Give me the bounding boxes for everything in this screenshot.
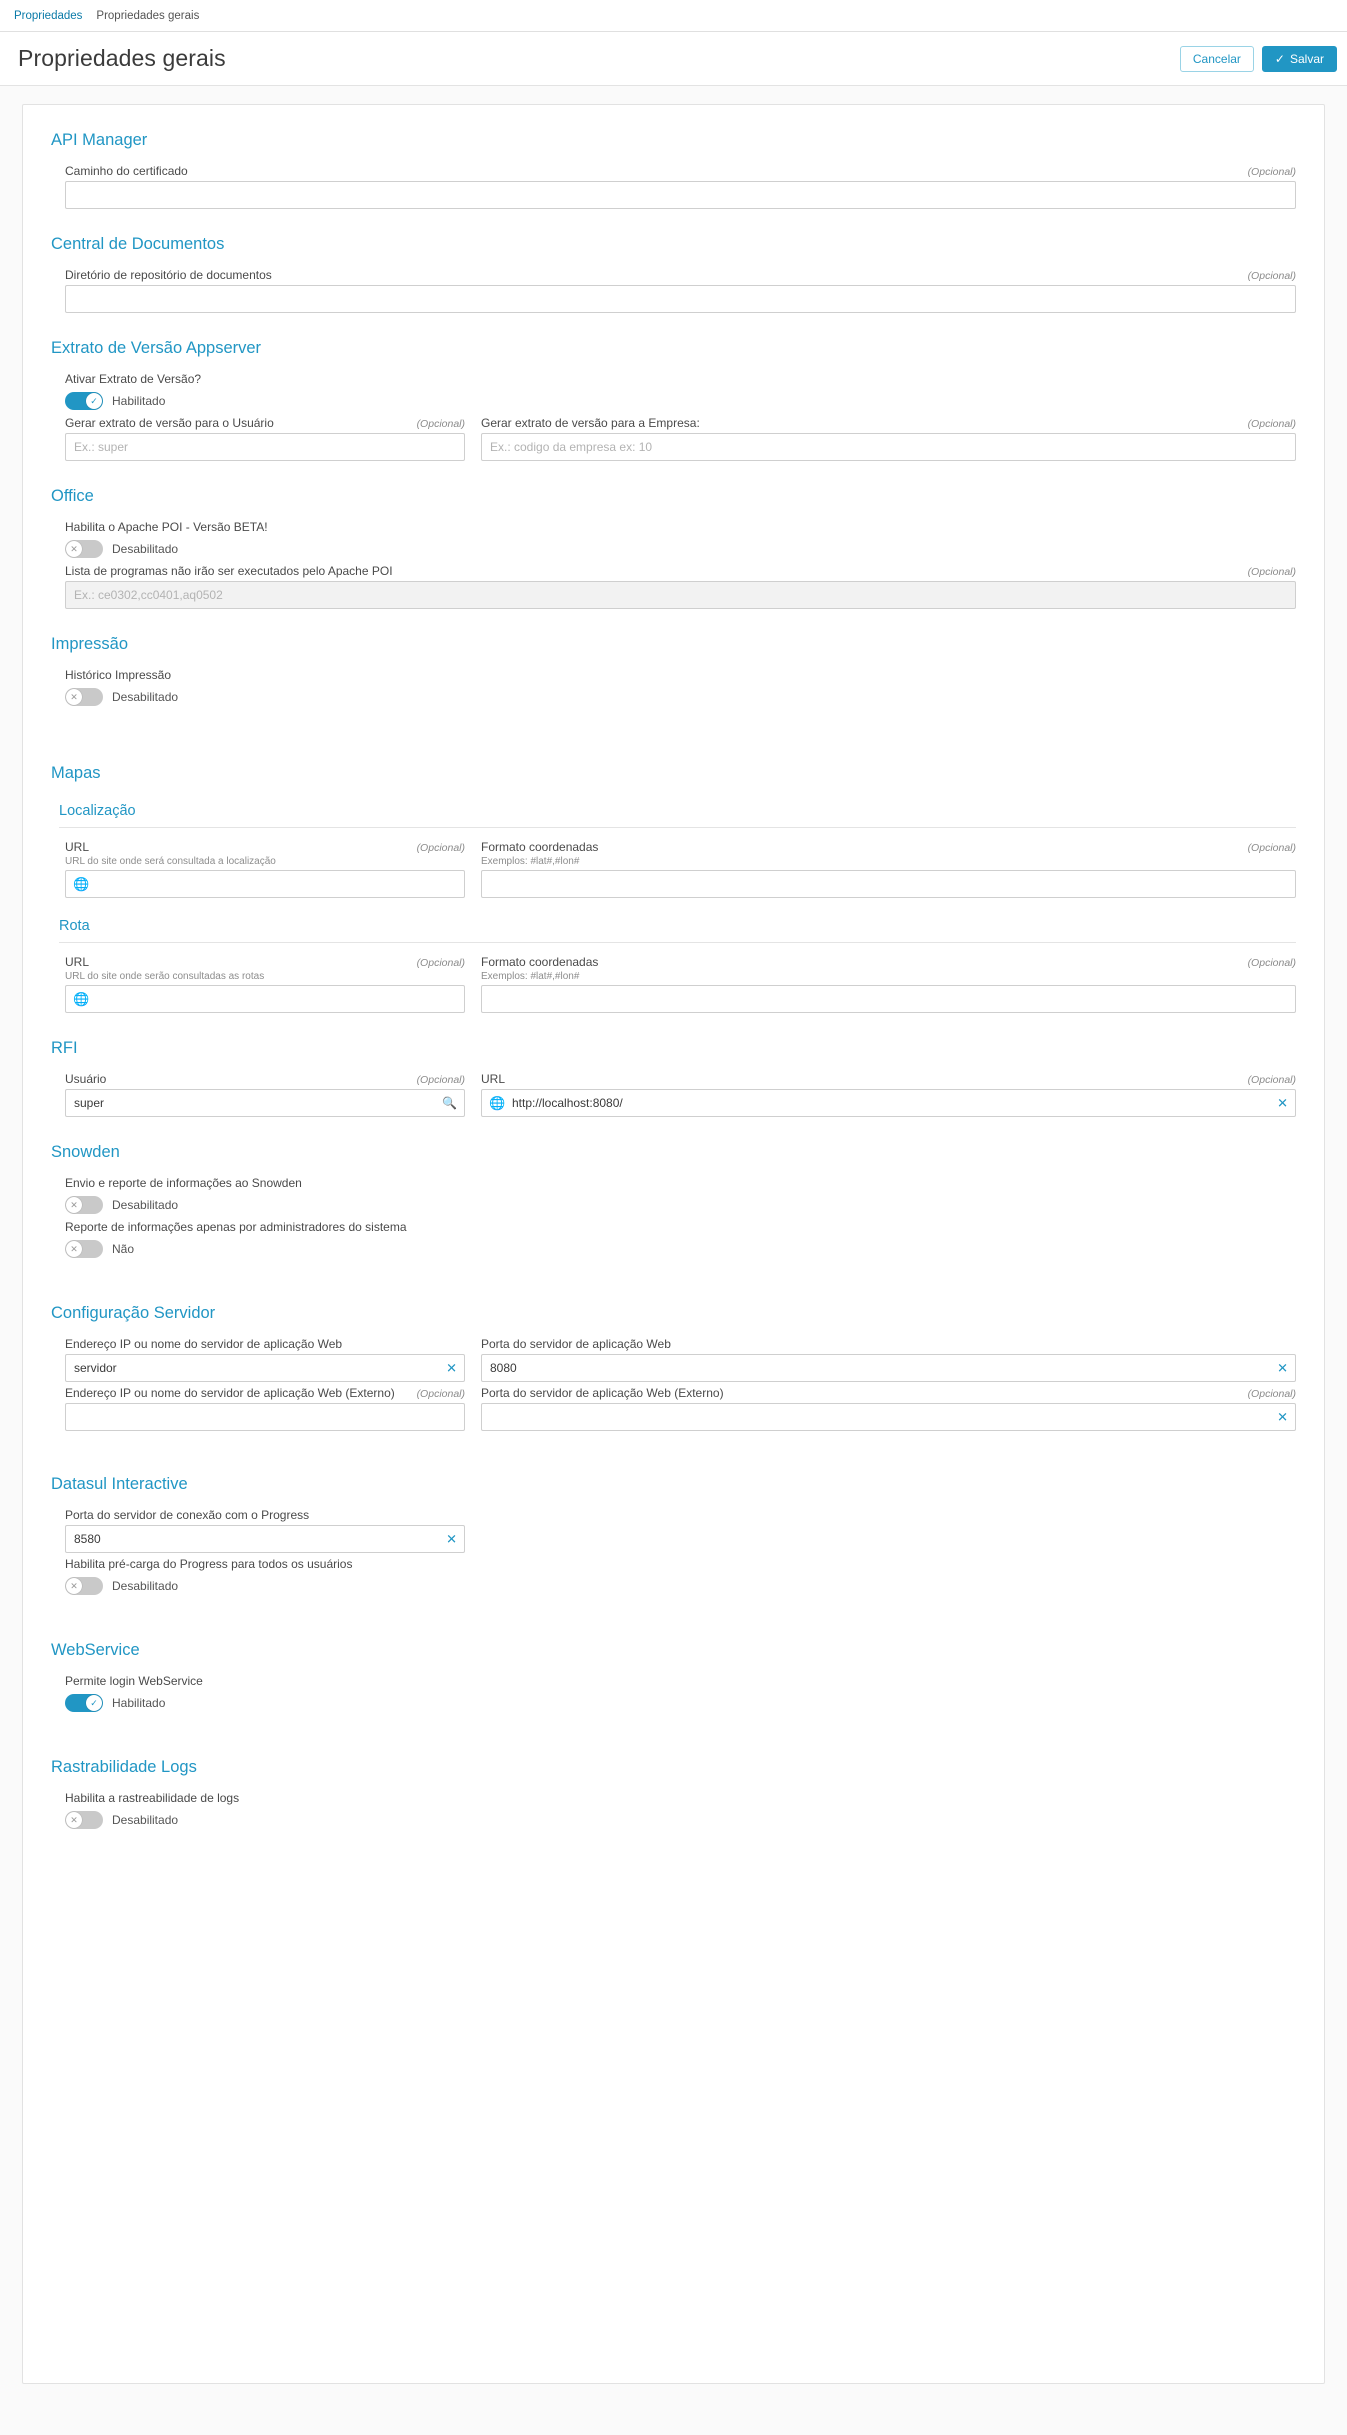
cert-path-label: Caminho do certificado xyxy=(65,164,188,178)
field-row-servidor-1 xyxy=(51,1337,1296,1382)
page-title: Propriedades gerais xyxy=(18,45,226,71)
check-icon: ✓ xyxy=(86,1695,102,1711)
extrato-activate-block xyxy=(51,372,1296,410)
close-icon: ✕ xyxy=(66,689,82,705)
section-title-config-servidor: Configuração Servidor xyxy=(51,1304,216,1322)
office-poi-state: Desabilitado xyxy=(112,542,179,556)
search-icon[interactable]: 🔍 xyxy=(442,1096,457,1110)
optional-tag: (Opcional) xyxy=(416,842,465,854)
snowden-admin-toggle[interactable] xyxy=(65,1240,103,1258)
close-icon: ✕ xyxy=(66,541,82,557)
rfi-user-input[interactable] xyxy=(65,1089,465,1117)
divider xyxy=(59,942,1296,943)
close-icon[interactable]: ✕ xyxy=(1277,1409,1288,1425)
rota-format-hint: Exemplos: #lat#,#lon# xyxy=(481,971,580,982)
optional-tag: (Opcional) xyxy=(1247,270,1296,282)
optional-tag: (Opcional) xyxy=(1247,566,1296,578)
optional-tag: (Opcional) xyxy=(1247,1388,1296,1400)
close-icon: ✕ xyxy=(66,1241,82,1257)
localizacao-format-input[interactable] xyxy=(481,870,1296,898)
servidor-port-label: Porta do servidor de aplicação Web xyxy=(481,1337,671,1351)
rota-format-label: Formato coordenadas xyxy=(481,955,599,969)
optional-tag: (Opcional) xyxy=(1247,166,1296,178)
servidor-ip-input[interactable] xyxy=(65,1354,465,1382)
field-row-datasul-port xyxy=(51,1508,1296,1553)
optional-tag: (Opcional) xyxy=(416,418,465,430)
optional-tag: (Opcional) xyxy=(1247,957,1296,969)
servidor-ip-label: Endereço IP ou nome do servidor de aplicação Web xyxy=(65,1337,343,1351)
optional-tag: (Opcional) xyxy=(1247,418,1296,430)
globe-icon: 🌐 xyxy=(73,991,90,1007)
field-row-servidor-2 xyxy=(51,1386,1296,1431)
snowden-send-state: Desabilitado xyxy=(112,1198,179,1212)
office-poi-question: Habilita o Apache POI - Versão BETA! xyxy=(65,520,268,534)
optional-tag: (Opcional) xyxy=(1247,1074,1296,1086)
servidor-ip-ext-input[interactable] xyxy=(65,1403,465,1431)
section-title-snowden: Snowden xyxy=(51,1143,120,1161)
extrato-user-input[interactable] xyxy=(65,433,465,461)
localizacao-url-hint: URL do site onde será consultada a localização xyxy=(65,856,276,867)
close-icon: ✕ xyxy=(66,1578,82,1594)
check-icon: ✓ xyxy=(86,393,102,409)
impressao-history-toggle[interactable] xyxy=(65,688,103,706)
section-title-office: Office xyxy=(51,487,94,505)
webservice-login-toggle[interactable] xyxy=(65,1694,103,1712)
breadcrumb xyxy=(0,0,1347,32)
section-title-datasul-interactive: Datasul Interactive xyxy=(51,1475,188,1493)
section-title-mapas: Mapas xyxy=(51,764,101,782)
field-row-rota xyxy=(51,955,1296,1013)
header-actions xyxy=(1180,46,1337,72)
rota-url-label: URL xyxy=(65,955,90,969)
save-button-label: Salvar xyxy=(1289,51,1324,66)
servidor-port-ext-input[interactable] xyxy=(481,1403,1296,1431)
subsection-title-localizacao: Localização xyxy=(59,803,136,819)
extrato-user-label: Gerar extrato de versão para o Usuário xyxy=(65,416,274,430)
office-programs-input[interactable] xyxy=(65,581,1296,609)
rfi-url-label: URL xyxy=(481,1072,506,1086)
optional-tag: (Opcional) xyxy=(1247,842,1296,854)
section-title-extrato-versao: Extrato de Versão Appserver xyxy=(51,339,262,357)
close-icon[interactable]: ✕ xyxy=(1277,1360,1288,1376)
webservice-login-question: Permite login WebService xyxy=(65,1674,203,1688)
office-poi-toggle[interactable] xyxy=(65,540,103,558)
breadcrumb-item-propriedades-gerais[interactable]: Propriedades gerais xyxy=(96,9,200,22)
datasul-preload-toggle[interactable] xyxy=(65,1577,103,1595)
snowden-admin-question: Reporte de informações apenas por administradores do sistema xyxy=(65,1220,407,1234)
localizacao-url-input[interactable] xyxy=(65,870,465,898)
globe-icon: 🌐 xyxy=(489,1095,506,1111)
logs-trace-state: Desabilitado xyxy=(112,1813,179,1827)
webservice-login-block xyxy=(51,1674,1296,1712)
close-icon[interactable]: ✕ xyxy=(446,1531,457,1547)
datasul-preload-block xyxy=(51,1557,1296,1595)
optional-tag: (Opcional) xyxy=(416,1074,465,1086)
rota-url-hint: URL do site onde serão consultadas as rotas xyxy=(65,971,265,982)
content-area xyxy=(0,86,1347,2424)
snowden-send-block xyxy=(51,1176,1296,1214)
logs-trace-question: Habilita a rastreabilidade de logs xyxy=(65,1791,240,1805)
optional-tag: (Opcional) xyxy=(416,1388,465,1400)
localizacao-format-hint: Exemplos: #lat#,#lon# xyxy=(481,856,580,867)
impressao-history-block xyxy=(51,668,1296,706)
impressao-history-question: Histórico Impressão xyxy=(65,668,172,682)
datasul-preload-question: Habilita pré-carga do Progress para todos os usuários xyxy=(65,1557,353,1571)
snowden-admin-block xyxy=(51,1220,1296,1258)
breadcrumb-item-propriedades[interactable]: Propriedades xyxy=(14,9,83,22)
field-row-office-programs xyxy=(51,564,1296,609)
field-row-repo-dir xyxy=(51,268,1296,313)
section-title-api-manager: API Manager xyxy=(51,131,148,149)
impressao-history-state: Desabilitado xyxy=(112,690,179,704)
field-row-cert-path xyxy=(51,164,1296,209)
properties-form-card xyxy=(22,104,1325,2384)
close-icon[interactable]: ✕ xyxy=(1277,1095,1288,1111)
rota-format-input[interactable] xyxy=(481,985,1296,1013)
snowden-send-toggle[interactable] xyxy=(65,1196,103,1214)
extrato-activate-toggle[interactable] xyxy=(65,392,103,410)
snowden-admin-state: Não xyxy=(112,1242,135,1256)
datasul-port-label: Porta do servidor de conexão com o Progress xyxy=(65,1508,310,1522)
snowden-send-question: Envio e reporte de informações ao Snowden xyxy=(65,1176,302,1190)
servidor-port-ext-label: Porta do servidor de aplicação Web (Externo) xyxy=(481,1386,724,1400)
subsection-title-rota: Rota xyxy=(59,918,90,934)
servidor-ip-ext-label: Endereço IP ou nome do servidor de aplicação Web (Externo) xyxy=(65,1386,395,1400)
rfi-user-label: Usuário xyxy=(65,1072,107,1086)
check-icon: ✓ xyxy=(1274,51,1285,66)
cert-path-input[interactable] xyxy=(65,181,1296,209)
repo-dir-input[interactable] xyxy=(65,285,1296,313)
save-button[interactable] xyxy=(1262,46,1337,72)
datasul-preload-state: Desabilitado xyxy=(112,1579,179,1593)
office-poi-block xyxy=(51,520,1296,558)
page-header xyxy=(0,32,1347,86)
close-icon: ✕ xyxy=(66,1812,82,1828)
section-title-impressao: Impressão xyxy=(51,635,129,653)
servidor-port-input[interactable] xyxy=(481,1354,1296,1382)
localizacao-url-label: URL xyxy=(65,840,90,854)
field-row-extrato xyxy=(51,416,1296,461)
extrato-company-input[interactable] xyxy=(481,433,1296,461)
cancel-button[interactable]: Cancelar xyxy=(1180,46,1254,72)
section-title-rastrabilidade-logs: Rastrabilidade Logs xyxy=(51,1758,197,1776)
repo-dir-label: Diretório de repositório de documentos xyxy=(65,268,272,282)
globe-icon: 🌐 xyxy=(73,876,90,892)
logs-trace-block xyxy=(51,1791,1296,1829)
extrato-activate-question: Ativar Extrato de Versão? xyxy=(65,372,202,386)
rfi-url-input[interactable] xyxy=(481,1089,1296,1117)
section-title-webservice: WebService xyxy=(51,1641,140,1659)
optional-tag: (Opcional) xyxy=(416,957,465,969)
field-row-rfi xyxy=(51,1072,1296,1117)
webservice-login-state: Habilitado xyxy=(112,1696,166,1710)
logs-trace-toggle[interactable] xyxy=(65,1811,103,1829)
localizacao-format-label: Formato coordenadas xyxy=(481,840,599,854)
divider xyxy=(59,827,1296,828)
section-title-rfi: RFI xyxy=(51,1039,78,1057)
field-row-localizacao xyxy=(51,840,1296,898)
datasul-port-input[interactable] xyxy=(65,1525,465,1553)
extrato-company-label: Gerar extrato de versão para a Empresa: xyxy=(481,416,700,430)
section-title-central-documentos: Central de Documentos xyxy=(51,235,225,253)
rota-url-input[interactable] xyxy=(65,985,465,1013)
close-icon: ✕ xyxy=(66,1197,82,1213)
office-programs-label: Lista de programas não irão ser executados pelo Apache POI xyxy=(65,564,393,578)
close-icon[interactable]: ✕ xyxy=(446,1360,457,1376)
extrato-activate-state: Habilitado xyxy=(112,394,166,408)
